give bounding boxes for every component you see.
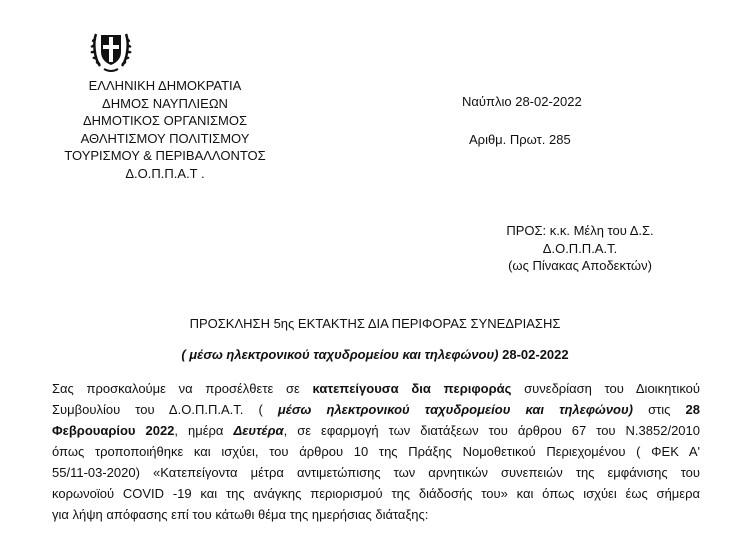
org-line: ΑΘΛΗΤΙΣΜΟΥ ΠΟΛΙΤΙΣΜΟΥ — [80, 130, 250, 146]
text-run: Δευτέρα — [233, 423, 284, 438]
paragraph-line: για λήψη απόφασης επί του κάτωθι θέμα της ημερήσιας διάταξης: — [52, 507, 429, 522]
paragraph-line — [52, 422, 700, 443]
org-line: ΔΗΜΟΣ ΝΑΥΠΛΙΕΩΝ — [102, 95, 228, 111]
greek-emblem-icon — [88, 26, 134, 74]
text-run: Συμβουλίου του Δ.Ο.Π.Π.Α.Τ. ( — [52, 402, 278, 417]
text-run: κατεπείγουσα δια περιφοράς — [312, 381, 512, 396]
text-run: Σας προσκαλούμε να προσέλθετε σε — [52, 381, 313, 396]
text-run: , ημέρα — [174, 423, 234, 438]
org-line: ΤΟΥΡΙΣΜΟΥ & ΠΕΡΙΒΑΛΛΟΝΤΟΣ — [64, 148, 266, 163]
paragraph-line — [52, 401, 700, 422]
paragraph-line — [52, 380, 700, 401]
text-run: στις — [633, 402, 686, 417]
text-run: μέσω ηλεκτρονικού ταχυδρομείου και τηλεφώνου) — [277, 402, 634, 417]
document-title: ΠΡΟΣΚΛΗΣΗ 5ης ΕΚΤΑΚΤΗΣ ΔΙΑ ΠΕΡΙΦΟΡΑΣ ΣΥΝΕΔΡΙΑΣΗΣ — [189, 316, 561, 331]
text-run: 28 — [685, 402, 700, 417]
recipients-line: Δ.Ο.Π.Π.Α.Τ. — [542, 240, 618, 256]
org-line: ΕΛΛΗΝΙΚΗ ΔΗΜΟΚΡΑΤΙΑ — [88, 78, 242, 93]
text-run: Φεβρουαρίου 2022 — [52, 423, 175, 438]
place-date: Ναύπλιο 28-02-2022 — [462, 94, 582, 109]
recipients-line: ΠΡΟΣ: κ.κ. Μέλη του Δ.Σ. — [506, 223, 654, 238]
org-line: ΔΗΜΟΤΙΚΟΣ ΟΡΓΑΝΙΣΜΟΣ — [82, 113, 248, 128]
paragraph-line: όπως τροποποιήθηκε και ισχύει, του άρθρου 10 της Πράξης Νομοθετικού Περιεχομένου ( ΦΕΚ Α' — [52, 444, 700, 459]
paragraph-line: 55/11-03-2020) «Κατεπείγοντα μέτρα αντιμετώπισης των αρνητικών συνεπειών της εμφάνισης του — [52, 465, 700, 480]
document-subtitle — [0, 346, 750, 364]
text-run: συνεδρίαση του Διοικητικού — [511, 381, 700, 396]
text-run: , σε εφαρμογή των διατάξεων του άρθρου 67 του Ν.3852/2010 — [283, 423, 700, 438]
org-line: Δ.Ο.Π.Π.Α.Τ . — [125, 165, 205, 181]
subtitle-method: ( μέσω ηλεκτρονικού ταχυδρομείου και τηλεφώνου) — [181, 347, 499, 362]
invitation-paragraph — [52, 380, 700, 527]
subtitle-date: 28-02-2022 — [498, 347, 569, 362]
organization-header — [40, 77, 290, 182]
paragraph-line: κορωνοϊού COVID -19 και της ανάγκης περιορισμού της διάδοσής του» και όπως ισχύει έως σήμερα — [52, 486, 700, 501]
protocol-number: Αριθμ. Πρωτ. 285 — [469, 132, 571, 147]
recipients-line: (ως Πίνακας Αποδεκτών) — [508, 258, 652, 273]
recipients-block — [480, 222, 680, 275]
